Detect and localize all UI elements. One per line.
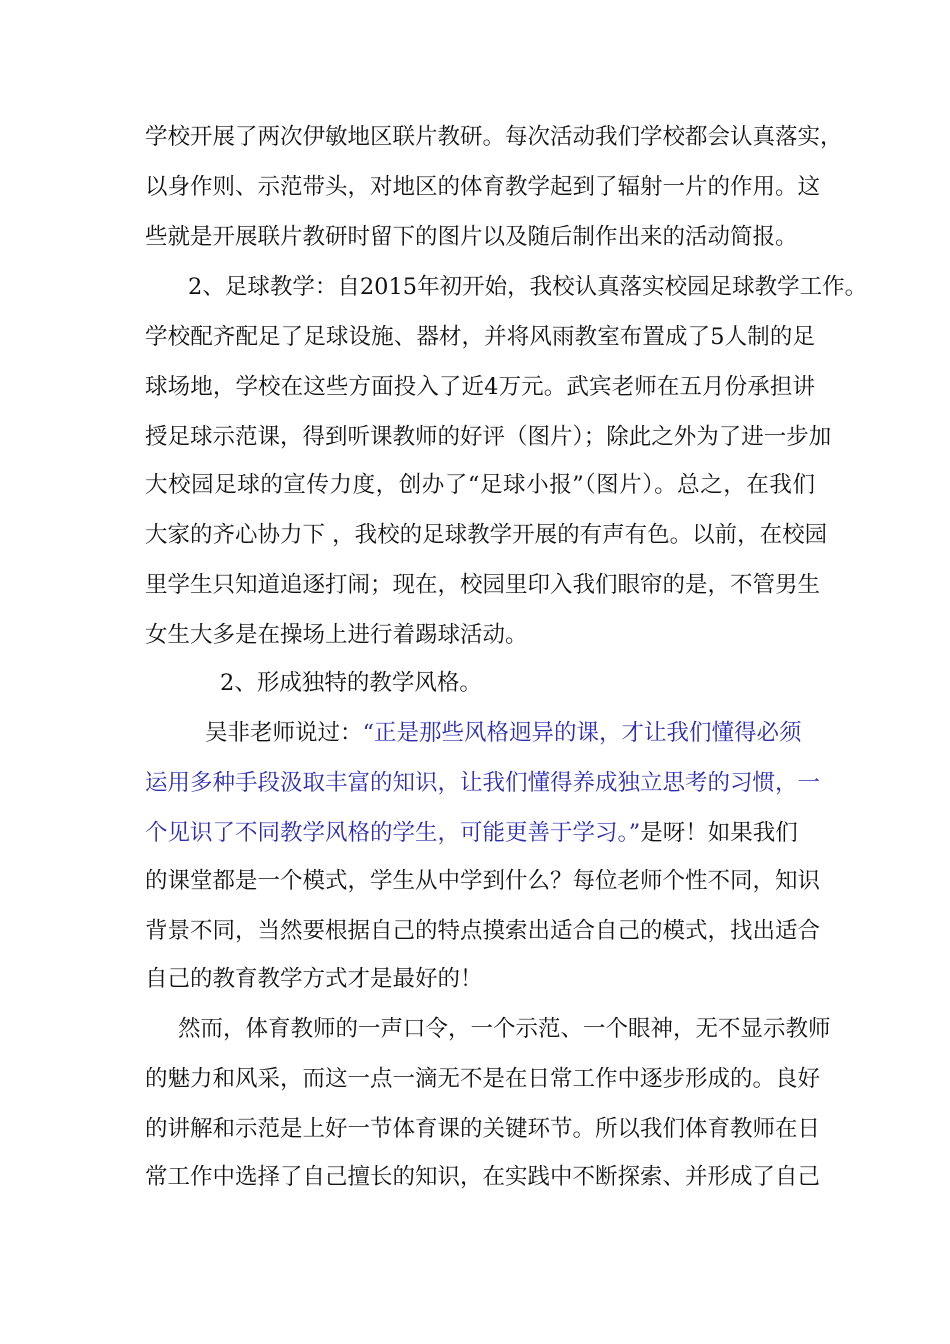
body-text-line: 女生大多是在操场上进行着踢球活动。 [145, 622, 528, 648]
body-text-line: 以身作则、示范带头，对地区的体育教学起到了辐射一片的作用。这 [145, 174, 821, 200]
body-text-line: 里学生只知道追逐打闹；现在，校园里印入我们眼帘的是，不管男生 [145, 572, 821, 598]
body-text: 是呀！如果我们 [640, 820, 798, 846]
body-text-line: 大家的齐心协力下 ，我校的足球教学开展的有声有色。以前，在校园 [145, 522, 828, 548]
section-heading-teaching-style: 2、形成独特的教学风格。 [220, 670, 482, 696]
body-text-line: 常工作中选择了自己擅长的知识，在实践中不断探索、并形成了自己 [145, 1164, 821, 1190]
body-text-line: 大校园足球的宣传力度，创办了“足球小报”（图片）。总之，在我们 [145, 472, 815, 498]
body-text-line: 的魅力和风采，而这一点一滴无不是在日常工作中逐步形成的。良好 [145, 1066, 821, 1092]
quote-line-3 [145, 816, 815, 850]
body-text-line: 自己的教育教学方式才是最好的！ [145, 966, 483, 992]
body-text-line: 背景不同，当然要根据自己的特点摸索出适合自己的模式，找出适合 [145, 918, 821, 944]
body-text-line: 学校开展了两次伊敏地区联片教研。每次活动我们学校都会认真落实， [145, 124, 843, 150]
body-text-line: 授足球示范课，得到听课教师的好评（图片）；除此之外为了进一步加 [145, 424, 832, 450]
body-text-line: 学校配齐配足了足球设施、器材，并将风雨教室布置成了5人制的足 [145, 324, 815, 350]
body-text-line: 的讲解和示范是上好一节体育课的关键环节。所以我们体育教师在日 [145, 1116, 821, 1142]
quote-speaker: 吴非老师说过： [205, 720, 363, 746]
quote-line-2: 运用多种手段汲取丰富的知识，让我们懂得养成独立思考的习惯，一 [145, 770, 821, 796]
quote-text: “正是那些风格迥异的课，才让我们懂得必须 [362, 720, 802, 746]
body-text-line: 的课堂都是一个模式，学生从中学到什么？每位老师个性不同，知识 [145, 868, 821, 894]
section-heading-football: 2、足球教学：自2015年初开始，我校认真落实校园足球教学工作。 [188, 274, 868, 300]
quote-line-1 [205, 716, 815, 750]
body-text-line: 球场地，学校在这些方面投入了近4万元。武宾老师在五月份承担讲 [145, 374, 815, 400]
body-text-line: 些就是开展联片教研时留下的图片以及随后制作出来的活动简报。 [145, 224, 798, 250]
quote-text: 个见识了不同教学风格的学生，可能更善于学习。” [145, 820, 641, 846]
paragraph-start-line: 然而，体育教师的一声口令，一个示范、一个眼神，无不显示教师 [178, 1016, 831, 1042]
